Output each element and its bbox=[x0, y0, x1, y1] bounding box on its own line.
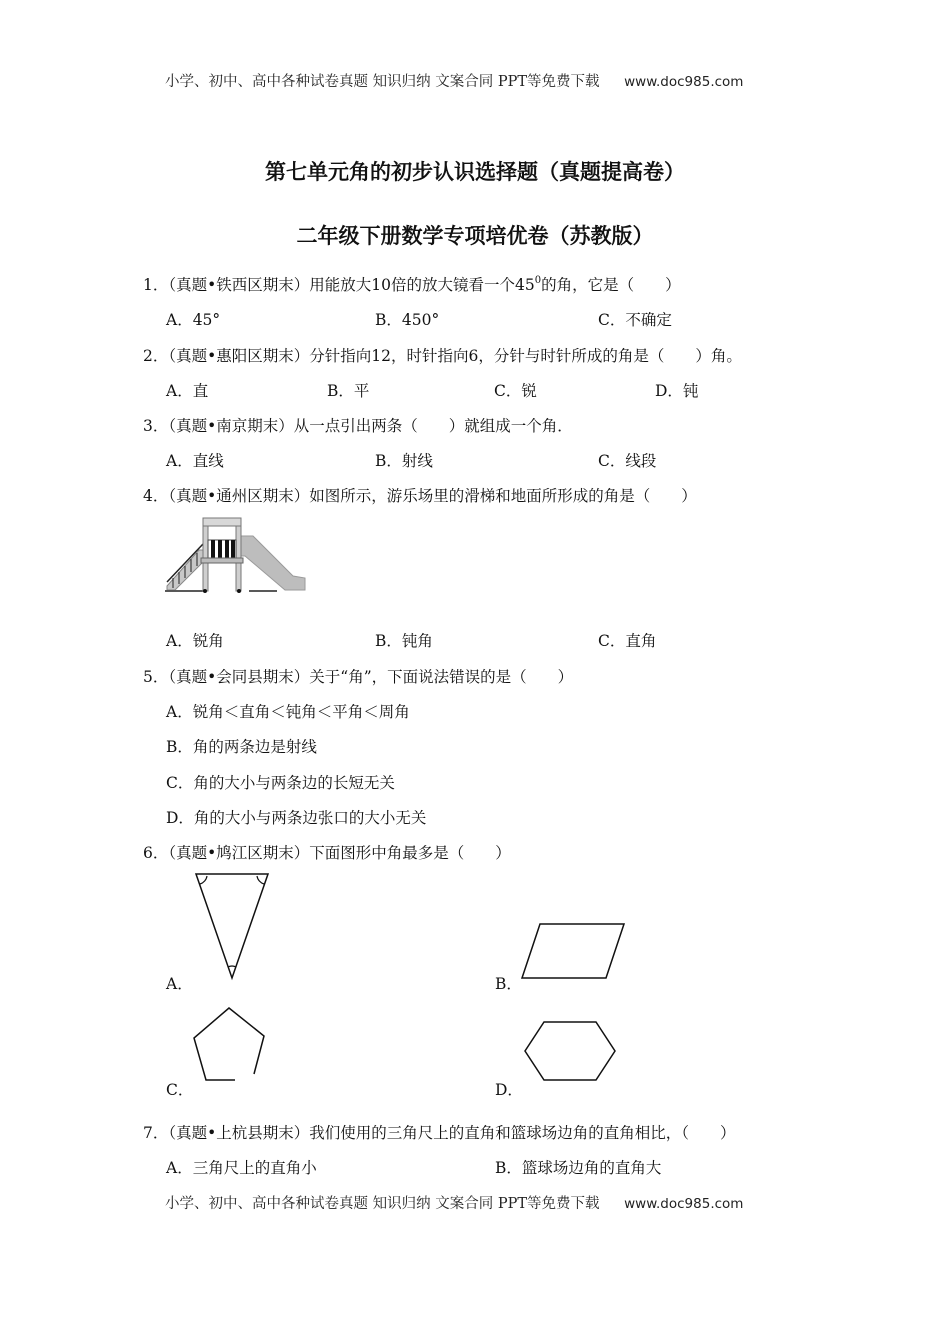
question-1 bbox=[143, 273, 681, 295]
page-subtitle: 二年级下册数学专项培优卷（苏教版） bbox=[296, 223, 654, 248]
option-d[interactable]: D． bbox=[495, 1081, 523, 1099]
hexagon-figure bbox=[520, 1018, 620, 1084]
page-header bbox=[165, 70, 743, 91]
question-4 bbox=[143, 484, 697, 506]
option-b[interactable]: B． bbox=[495, 975, 522, 993]
option-a[interactable]: A． bbox=[166, 975, 193, 993]
option-b[interactable]: B．450° bbox=[375, 311, 440, 329]
parallelogram-figure bbox=[520, 920, 630, 982]
option-b[interactable]: B．钝角 bbox=[375, 632, 433, 650]
header-url[interactable]: www.doc985.com bbox=[624, 74, 744, 90]
option-b[interactable]: B．篮球场边角的直角大 bbox=[495, 1159, 662, 1177]
option-c[interactable]: C．直角 bbox=[598, 632, 657, 650]
question-6 bbox=[143, 841, 511, 863]
option-a[interactable]: A．锐角 bbox=[166, 632, 224, 650]
option-d[interactable]: D．角的大小与两条边张口的大小无关 bbox=[166, 809, 427, 827]
triangle-figure bbox=[192, 870, 272, 982]
option-c[interactable]: C． bbox=[166, 1081, 194, 1099]
question-text: （真题•通州区期末）如图所示，游乐场里的滑梯和地面所形成的角是（ ） bbox=[168, 487, 697, 505]
question-7 bbox=[143, 1121, 736, 1143]
question-text: （真题•会同县期末）关于“角”，下面说法错误的是（ ） bbox=[168, 668, 574, 686]
question-2 bbox=[143, 344, 742, 366]
footer-url[interactable]: www.doc985.com bbox=[624, 1196, 744, 1212]
superscript: 0 bbox=[534, 275, 542, 286]
question-3 bbox=[143, 414, 573, 436]
option-a[interactable]: A．直线 bbox=[166, 452, 224, 470]
pentagon-figure bbox=[190, 1002, 270, 1084]
option-c[interactable]: C．不确定 bbox=[598, 311, 672, 329]
option-c[interactable]: C．线段 bbox=[598, 452, 657, 470]
page-footer bbox=[165, 1192, 743, 1213]
option-b[interactable]: B．平 bbox=[327, 382, 370, 400]
question-number: 1． bbox=[143, 276, 169, 294]
question-number: 5． bbox=[143, 668, 169, 686]
question-5 bbox=[143, 665, 573, 687]
question-number: 2． bbox=[143, 347, 169, 365]
option-b[interactable]: B．射线 bbox=[375, 452, 433, 470]
question-number: 6． bbox=[143, 844, 169, 862]
question-text: （真题•铁西区期末）用能放大10倍的放大镜看一个45 bbox=[168, 276, 535, 294]
option-a[interactable]: A．三角尺上的直角小 bbox=[166, 1159, 317, 1177]
question-number: 4． bbox=[143, 487, 169, 505]
option-c[interactable]: C．锐 bbox=[494, 382, 537, 400]
footer-text: 小学、初中、高中各种试卷真题 知识归纳 文案合同 PPT等免费下载 bbox=[165, 1196, 600, 1212]
option-a[interactable]: A．直 bbox=[166, 382, 209, 400]
slide-figure bbox=[165, 516, 305, 594]
option-d[interactable]: D．钝 bbox=[655, 382, 699, 400]
option-a[interactable]: A．45° bbox=[166, 311, 221, 329]
question-text: （真题•南京期末）从一点引出两条（ ）就组成一个角． bbox=[168, 417, 573, 435]
question-text: （真题•上杭县期末）我们使用的三角尺上的直角和篮球场边角的直角相比，（ ） bbox=[168, 1124, 736, 1142]
question-number: 7． bbox=[143, 1124, 169, 1142]
option-a[interactable]: A．锐角＜直角＜钝角＜平角＜周角 bbox=[166, 703, 410, 721]
option-b[interactable]: B．角的两条边是射线 bbox=[166, 738, 317, 756]
question-text: （真题•惠阳区期末）分针指向12，时针指向6，分针与时针所成的角是（ ）角。 bbox=[168, 347, 742, 365]
question-number: 3． bbox=[143, 417, 169, 435]
option-c[interactable]: C．角的大小与两条边的长短无关 bbox=[166, 774, 395, 792]
header-text: 小学、初中、高中各种试卷真题 知识归纳 文案合同 PPT等免费下载 bbox=[165, 74, 600, 90]
question-text: （真题•鸠江区期末）下面图形中角最多是（ ） bbox=[168, 844, 511, 862]
question-text-tail: 的角，它是（ ） bbox=[541, 276, 681, 294]
page-title: 第七单元角的初步认识选择题（真题提高卷） bbox=[265, 159, 685, 184]
